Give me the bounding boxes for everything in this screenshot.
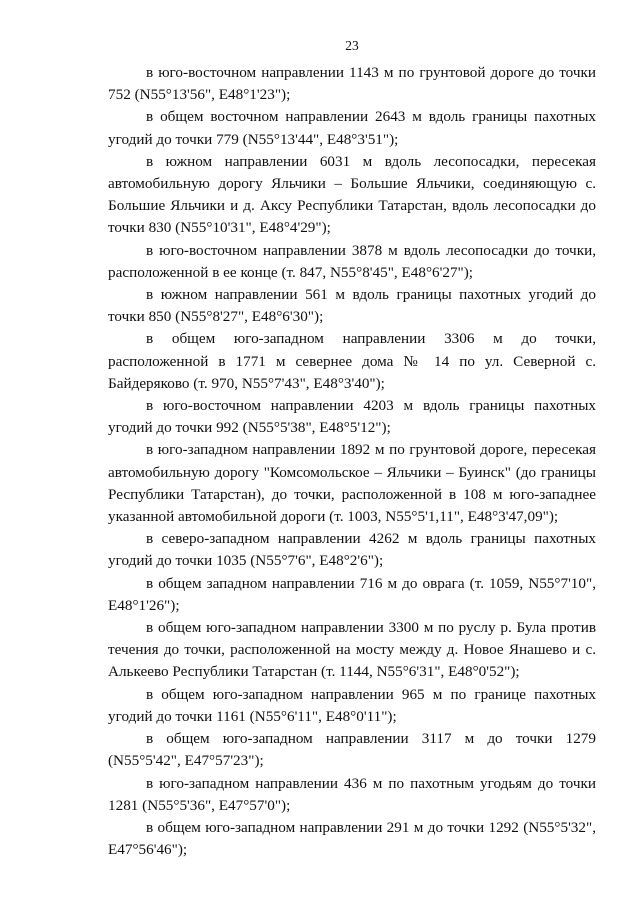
paragraph: в южном направлении 6031 м вдоль лесопосадки, пересекая автомобильную дорогу Яльчики – Большие Яльчики, соединяющую с. Большие Яльчики и д. Аксу Республики Татарстан, вдоль лесопосадки до точки 830 (N55°10'31", E48°4'29");: [108, 152, 596, 237]
paragraph: в юго-восточном направлении 4203 м вдоль границы пахотных угодий до точки 992 (N55°5'38", E48°5'12");: [108, 397, 596, 437]
paragraph: в юго-восточном направлении 3878 м вдоль лесопосадки до точки, расположенной в ее конце (т. 847, N55°8'45", E48°6'27");: [108, 241, 596, 281]
paragraph: в общем западном направлении 716 м до оврага (т. 1059, N55°7'10", E48°1'26");: [108, 574, 596, 614]
paragraph: в общем юго-западном направлении 965 м по границе пахотных угодий до точки 1161 (N55°6'11", E48°0'11");: [108, 685, 596, 725]
document-body: [108, 62, 596, 861]
paragraph: в юго-восточном направлении 1143 м по грунтовой дороге до точки 752 (N55°13'56", E48°1'23");: [108, 64, 596, 104]
page-number: 23: [345, 38, 359, 53]
paragraph: в юго-западном направлении 1892 м по грунтовой дороге, пересекая автомобильную дорогу "Комсомольское – Яльчики – Буинск" (до границы Республики Татарстан), до точки, расположенной в 108 м юго-западнее указанной автомобильной дороги (т. 1003, N55°5'1,11", E48°3'47,09");: [108, 441, 596, 526]
document-page: [108, 0, 596, 905]
paragraph: в юго-западном направлении 436 м по пахотным угодьям до точки 1281 (N55°5'36", E47°57'0");: [108, 774, 596, 814]
paragraph: в общем юго-западном направлении 3306 м до точки, расположенной в 1771 м севернее дома № 14 по ул. Северной с. Байдеряково (т. 970, N55°7'43", E48°3'40");: [108, 330, 596, 392]
paragraph: в северо-западном направлении 4262 м вдоль границы пахотных угодий до точки 1035 (N55°7'6", E48°2'6");: [108, 530, 596, 570]
paragraph: в общем восточном направлении 2643 м вдоль границы пахотных угодий до точки 779 (N55°13'44", E48°3'51");: [108, 108, 596, 148]
paragraph: в общем юго-западном направлении 3300 м по руслу р. Була против течения до точки, расположенной на мосту между д. Новое Янашево и с. Алькеево Республики Татарстан (т. 1144, N55°6'31", E48°0'52");: [108, 619, 596, 681]
paragraph: в общем юго-западном направлении 3117 м до точки 1279 (N55°5'42", E47°57'23");: [108, 730, 596, 770]
paragraph: в общем юго-западном направлении 291 м до точки 1292 (N55°5'32", E47°56'46");: [108, 818, 596, 859]
paragraph: в южном направлении 561 м вдоль границы пахотных угодий до точки 850 (N55°8'27", E48°6'30");: [108, 286, 596, 326]
